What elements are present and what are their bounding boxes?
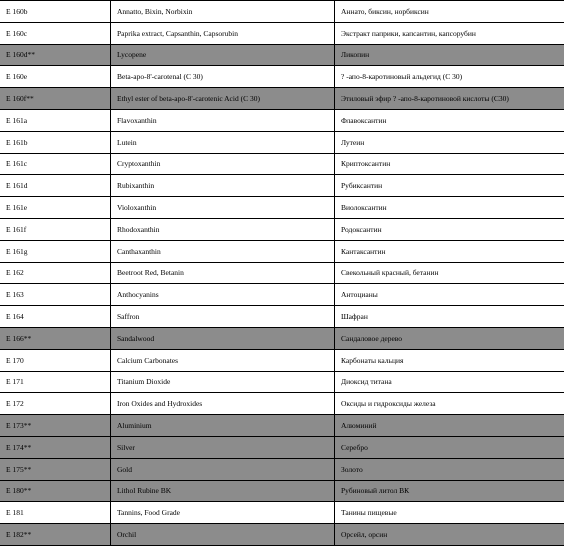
additive-code-cell: E 174** [0, 436, 111, 458]
additive-code-cell: E 162 [0, 262, 111, 284]
table-row [0, 306, 564, 328]
table-row [0, 415, 564, 437]
additive-code-cell: E 172 [0, 393, 111, 415]
additive-code-cell: E 161b [0, 131, 111, 153]
additive-code-cell: E 171 [0, 371, 111, 393]
additive-name-en-cell: Annatto, Bixin, Norbixin [111, 1, 335, 23]
additive-name-ru-cell: Экстракт паприки, капсантин, капсорубин [335, 22, 564, 44]
additive-name-ru-cell: Этиловый эфир ? -апо-8-каротиновой кислоты (С30) [335, 88, 564, 110]
additive-name-ru-cell: Свекольный красный, бетанин [335, 262, 564, 284]
additive-code-cell: E 161e [0, 197, 111, 219]
additive-code-cell: E 175** [0, 458, 111, 480]
additive-name-ru-cell: Флавоксантин [335, 109, 564, 131]
additive-name-ru-cell: Кантаксантин [335, 240, 564, 262]
additive-code-cell: E 160b [0, 1, 111, 23]
additive-name-ru-cell: Рубиксантин [335, 175, 564, 197]
additive-name-en-cell: Ethyl ester of beta-apo-8'-carotenic Acid (C 30) [111, 88, 335, 110]
additive-name-ru-cell: Виолоксантин [335, 197, 564, 219]
table-row [0, 262, 564, 284]
additive-name-ru-cell: Шафран [335, 306, 564, 328]
additive-name-ru-cell: Серебро [335, 436, 564, 458]
table-row [0, 44, 564, 66]
additive-name-ru-cell: Карбонаты кальция [335, 349, 564, 371]
additive-code-cell: E 161g [0, 240, 111, 262]
additive-name-en-cell: Rubixanthin [111, 175, 335, 197]
additive-name-en-cell: Saffron [111, 306, 335, 328]
additive-name-en-cell: Lithol Rubine BK [111, 480, 335, 502]
additive-name-en-cell: Beta-apo-8'-carotenal (C 30) [111, 66, 335, 88]
table-row [0, 109, 564, 131]
table-row [0, 371, 564, 393]
additive-code-cell: E 163 [0, 284, 111, 306]
table-row [0, 524, 564, 546]
table-row [0, 327, 564, 349]
additive-code-cell: E 181 [0, 502, 111, 524]
additive-name-ru-cell: Танины пищевые [335, 502, 564, 524]
additive-name-en-cell: Canthaxanthin [111, 240, 335, 262]
table-row [0, 88, 564, 110]
table-row [0, 436, 564, 458]
table-row [0, 1, 564, 23]
additive-code-cell: E 161a [0, 109, 111, 131]
table-row [0, 502, 564, 524]
additive-name-ru-cell: Сандаловое дерево [335, 327, 564, 349]
additive-name-en-cell: Rhodoxanthin [111, 218, 335, 240]
additive-name-ru-cell: Антоцианы [335, 284, 564, 306]
additive-code-cell: E 161c [0, 153, 111, 175]
additive-name-ru-cell: Криптоксантин [335, 153, 564, 175]
table-row [0, 175, 564, 197]
table-row [0, 22, 564, 44]
additive-name-ru-cell: Ликопин [335, 44, 564, 66]
additive-name-ru-cell: Золото [335, 458, 564, 480]
additive-name-en-cell: Cryptoxanthin [111, 153, 335, 175]
additive-code-cell: E 160c [0, 22, 111, 44]
additive-name-en-cell: Iron Oxides and Hydroxides [111, 393, 335, 415]
additive-name-ru-cell: Лутеин [335, 131, 564, 153]
additive-name-ru-cell: Оксиды и гидроксиды железа [335, 393, 564, 415]
additive-name-en-cell: Titanium Dioxide [111, 371, 335, 393]
table-row [0, 349, 564, 371]
additive-name-en-cell: Silver [111, 436, 335, 458]
additive-name-en-cell: Anthocyanins [111, 284, 335, 306]
additive-name-en-cell: Orchil [111, 524, 335, 546]
additive-code-cell: E 170 [0, 349, 111, 371]
additive-name-en-cell: Beetroot Red, Betanin [111, 262, 335, 284]
additive-name-en-cell: Calcium Carbonates [111, 349, 335, 371]
additive-name-en-cell: Tannins, Food Grade [111, 502, 335, 524]
additive-name-en-cell: Paprika extract, Capsanthin, Capsorubin [111, 22, 335, 44]
additive-name-en-cell: Lycopene [111, 44, 335, 66]
additive-name-ru-cell: Диоксид титана [335, 371, 564, 393]
additive-name-en-cell: Violoxanthin [111, 197, 335, 219]
table-row [0, 240, 564, 262]
table-row [0, 480, 564, 502]
additive-code-cell: E 160f** [0, 88, 111, 110]
table-row [0, 197, 564, 219]
additive-name-en-cell: Sandalwood [111, 327, 335, 349]
table-row [0, 393, 564, 415]
additive-name-en-cell: Lutein [111, 131, 335, 153]
table-row [0, 131, 564, 153]
additive-code-cell: E 173** [0, 415, 111, 437]
additive-name-ru-cell: Орсейл, орсин [335, 524, 564, 546]
table-row [0, 66, 564, 88]
additive-code-cell: E 182** [0, 524, 111, 546]
additive-name-en-cell: Gold [111, 458, 335, 480]
additive-code-cell: E 160d** [0, 44, 111, 66]
additive-name-en-cell: Aluminium [111, 415, 335, 437]
additive-code-cell: E 164 [0, 306, 111, 328]
additive-name-ru-cell: Алюминий [335, 415, 564, 437]
table-row [0, 284, 564, 306]
table-row [0, 458, 564, 480]
additive-code-cell: E 166** [0, 327, 111, 349]
additive-code-cell: E 161f [0, 218, 111, 240]
additives-table-body [0, 1, 564, 546]
table-row [0, 153, 564, 175]
additive-name-ru-cell: ? -апо-8-каротиновый альдегид (С 30) [335, 66, 564, 88]
additive-name-ru-cell: Родоксантин [335, 218, 564, 240]
additive-name-en-cell: Flavoxanthin [111, 109, 335, 131]
additive-code-cell: E 160e [0, 66, 111, 88]
additive-code-cell: E 161d [0, 175, 111, 197]
additive-name-ru-cell: Рубиновый литол ВК [335, 480, 564, 502]
table-row [0, 218, 564, 240]
additive-name-ru-cell: Аннато, биксин, норбиксин [335, 1, 564, 23]
additive-code-cell: E 180** [0, 480, 111, 502]
